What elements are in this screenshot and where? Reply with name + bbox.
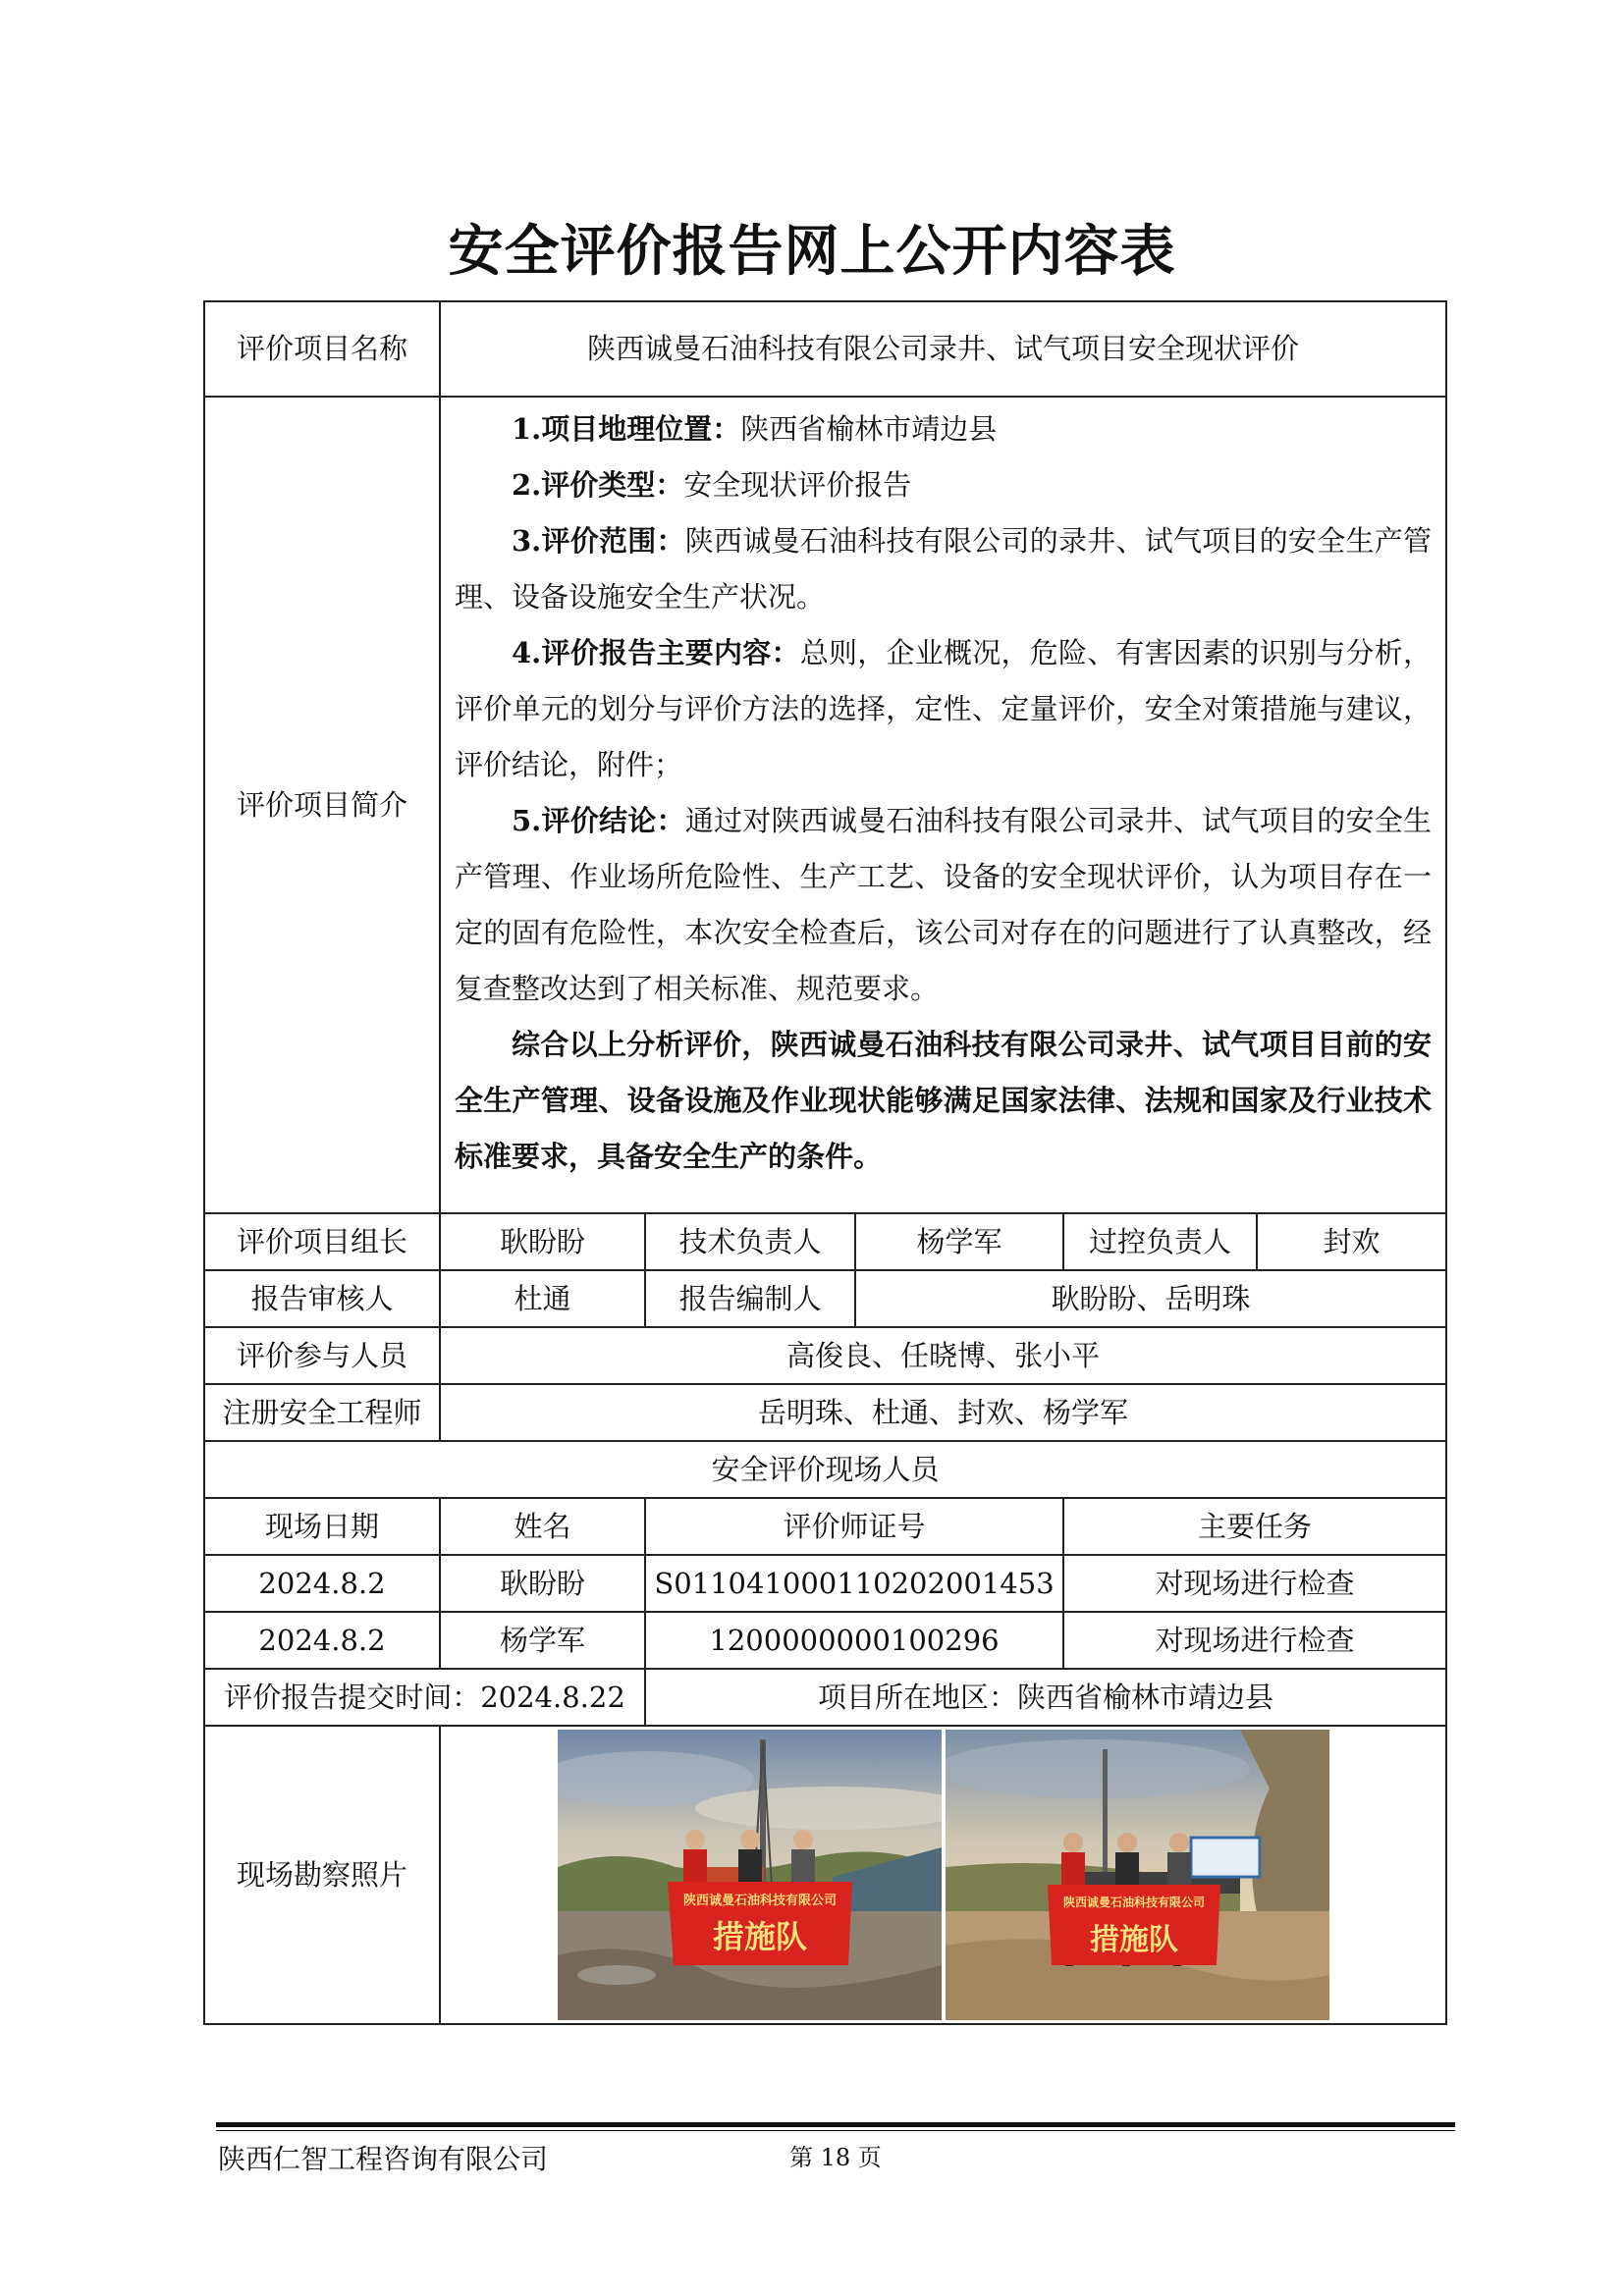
site-photo-1 [558, 1730, 942, 2020]
intro-item-scope: 3.评价范围：陕西诚曼石油科技有限公司的录井、试气项目的安全生产管理、设备设施安全生产状况。 [455, 524, 1433, 614]
footer-rule-thin [216, 2130, 1455, 2131]
site-staff-title: 安全评价现场人员 [204, 1441, 1446, 1498]
row-task: 对现场进行检查 [1063, 1555, 1446, 1612]
table-row [204, 1612, 1446, 1669]
footer-company: 陕西仁智工程咨询有限公司 [218, 2143, 549, 2175]
project-name-row [204, 301, 1446, 397]
row-task: 对现场进行检查 [1063, 1612, 1446, 1669]
table-row [204, 1555, 1446, 1612]
banner-1-line1: 陕西诚曼石油科技有限公司 [682, 1894, 837, 1908]
project-location: 项目所在地区：陕西省榆林市靖边县 [645, 1669, 1446, 1726]
intro-label: 评价项目简介 [204, 397, 440, 1213]
footer-rule-thick [216, 2122, 1455, 2127]
compiler-label: 报告编制人 [645, 1270, 855, 1327]
row-cert: S011041000110202001453 [645, 1555, 1063, 1612]
intro-item-type: 2.评价类型：安全现状评价报告 [512, 468, 912, 502]
reviewer-label: 报告审核人 [204, 1270, 440, 1327]
site-staff-header-row [204, 1498, 1446, 1555]
row-cert: 1200000000100296 [645, 1612, 1063, 1669]
photos-label: 现场勘察照片 [204, 1726, 440, 2024]
banner-1-line2: 措施队 [712, 1918, 807, 1955]
header-name: 姓名 [440, 1498, 645, 1555]
document-title: 安全评价报告网上公开内容表 [448, 220, 1176, 284]
intro-summary: 综合以上分析评价，陕西诚曼石油科技有限公司录井、试气项目目前的安全生产管理、设备设施及作业现状能够满足国家法律、法规和国家及行业技术标准要求，具备安全生产的条件。 [455, 1028, 1433, 1173]
intro-content [440, 397, 1446, 1213]
process-label: 过控负责人 [1063, 1213, 1257, 1270]
header-task: 主要任务 [1063, 1498, 1446, 1555]
intro-row [204, 397, 1446, 1213]
row-date: 2024.8.2 [204, 1555, 440, 1612]
process-value: 封欢 [1257, 1213, 1446, 1270]
leader-value: 耿盼盼 [440, 1213, 645, 1270]
submit-row [204, 1669, 1446, 1726]
compiler-value: 耿盼盼、岳明珠 [855, 1270, 1446, 1327]
photos-cell [440, 1726, 1446, 2024]
header-cert: 评价师证号 [645, 1498, 1063, 1555]
leader-row [204, 1213, 1446, 1270]
site-photo-2 [946, 1730, 1329, 2020]
site-staff-title-row [204, 1441, 1446, 1498]
engineers-row [204, 1384, 1446, 1441]
project-name-label: 评价项目名称 [204, 301, 440, 397]
banner-2-line1: 陕西诚曼石油科技有限公司 [1062, 1896, 1205, 1909]
participants-label: 评价参与人员 [204, 1327, 440, 1384]
intro-item-contents: 4.评价报告主要内容：总则，企业概况，危险、有害因素的识别与分析，评价单元的划分与评价方法的选择，定性、定量评价，安全对策措施与建议，评价结论，附件； [455, 636, 1433, 781]
row-name: 耿盼盼 [440, 1555, 645, 1612]
intro-item-location: 1.项目地理位置：陕西省榆林市靖边县 [512, 412, 998, 446]
footer-page-number: 第 18 页 [789, 2144, 882, 2171]
submit-time: 评价报告提交时间：2024.8.22 [204, 1669, 645, 1726]
banner-2-line2: 措施队 [1089, 1923, 1178, 1957]
participants-row [204, 1327, 1446, 1384]
leader-label: 评价项目组长 [204, 1213, 440, 1270]
photos-row [204, 1726, 1446, 2024]
reviewer-row [204, 1270, 1446, 1327]
tech-label: 技术负责人 [645, 1213, 855, 1270]
engineers-value: 岳明珠、杜通、封欢、杨学军 [440, 1384, 1446, 1441]
header-date: 现场日期 [204, 1498, 440, 1555]
disclosure-table [203, 300, 1447, 2025]
reviewer-value: 杜通 [440, 1270, 645, 1327]
row-date: 2024.8.2 [204, 1612, 440, 1669]
tech-value: 杨学军 [855, 1213, 1063, 1270]
participants-value: 高俊良、任晓博、张小平 [440, 1327, 1446, 1384]
intro-item-conclusion: 5.评价结论：通过对陕西诚曼石油科技有限公司录井、试气项目的安全生产管理、作业场所危险性、生产工艺、设备的安全现状评价，认为项目存在一定的固有危险性，本次安全检查后，该公司对存在的问题进行了认真整改，经复查整改达到了相关标准、规范要求。 [455, 804, 1433, 1005]
project-name-value: 陕西诚曼石油科技有限公司录井、试气项目安全现状评价 [440, 301, 1446, 397]
row-name: 杨学军 [440, 1612, 645, 1669]
engineers-label: 注册安全工程师 [204, 1384, 440, 1441]
